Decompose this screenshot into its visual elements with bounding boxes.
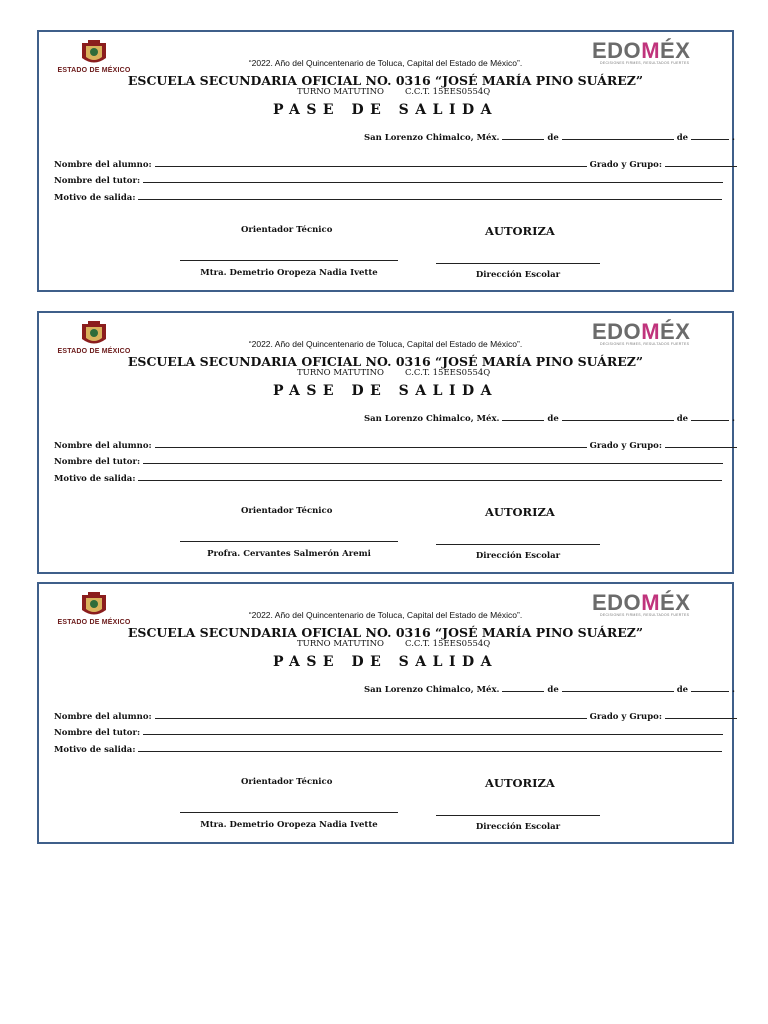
student-label: Nombre del alumno: — [54, 160, 152, 170]
grade-blank[interactable] — [665, 709, 737, 719]
reason-label: Motivo de salida: — [54, 745, 136, 755]
tutor-blank[interactable] — [143, 725, 723, 735]
pass-title: PASE DE SALIDA — [272, 102, 499, 118]
period: . — [732, 133, 735, 143]
orientador-label: Orientador Técnico — [241, 777, 333, 787]
school-name: ESCUELA SECUNDARIA OFICIAL NO. 0316 “JOSÉ MARÍA PINO SUÁREZ” — [127, 354, 644, 369]
reason-blank[interactable] — [138, 471, 722, 481]
place-label: San Lorenzo Chimalco, Méx. — [364, 414, 500, 424]
signer-name: Mtra. Demetrio Oropeza Nadia Ivette — [200, 268, 378, 278]
exit-pass-1 — [37, 30, 734, 292]
orientador-label: Orientador Técnico — [241, 225, 333, 235]
brand-word-b: M — [641, 38, 661, 63]
de-label: de — [676, 685, 689, 695]
tutor-row — [54, 454, 723, 467]
reason-row — [54, 471, 722, 484]
signature-line-direccion[interactable] — [436, 544, 600, 545]
student-row — [54, 709, 737, 722]
school-name: ESCUELA SECUNDARIA OFICIAL NO. 0316 “JOSÉ MARÍA PINO SUÁREZ” — [127, 73, 644, 88]
tutor-label: Nombre del tutor: — [54, 176, 141, 186]
signature-line-orientador[interactable] — [180, 260, 398, 261]
brand-word-c: ÉX — [660, 590, 691, 615]
de-label: de — [547, 133, 559, 143]
reason-row — [54, 742, 722, 755]
cct-code: C.C.T. 15EES0554Q — [405, 639, 491, 649]
period: . — [732, 414, 735, 424]
place-date-line — [364, 411, 735, 424]
cct-code: C.C.T. 15EES0554Q — [405, 368, 491, 378]
exit-pass-3 — [37, 582, 734, 844]
place-label: San Lorenzo Chimalco, Méx. — [364, 133, 500, 143]
brand-slogan: DECISIONES FIRMES, RESULTADOS FUERTES — [600, 61, 690, 65]
student-row — [54, 157, 737, 170]
direccion-label: Dirección Escolar — [475, 270, 561, 280]
autoriza-label: AUTORIZA — [485, 224, 555, 238]
autoriza-label: AUTORIZA — [485, 505, 555, 519]
state-name: ESTADO DE MÉXICO — [57, 67, 131, 74]
brand-slogan: DECISIONES FIRMES, RESULTADOS FUERTES — [600, 342, 690, 346]
year-blank[interactable] — [691, 411, 729, 421]
state-name: ESTADO DE MÉXICO — [57, 619, 131, 626]
tutor-row — [54, 173, 723, 186]
tutor-label: Nombre del tutor: — [54, 728, 141, 738]
student-label: Nombre del alumno: — [54, 441, 152, 451]
day-blank[interactable] — [502, 411, 544, 421]
reason-row — [54, 190, 722, 203]
de-label: de — [547, 685, 559, 695]
reason-blank[interactable] — [138, 190, 722, 200]
tutor-blank[interactable] — [143, 454, 723, 464]
cct-code: C.C.T. 15EES0554Q — [405, 87, 491, 97]
shift: TURNO MATUTINO — [297, 87, 384, 97]
brand-word-c: ÉX — [660, 38, 691, 63]
grade-blank[interactable] — [665, 157, 737, 167]
tutor-row — [54, 725, 723, 738]
signature-line-orientador[interactable] — [180, 812, 398, 813]
brand-word-b: M — [641, 319, 661, 344]
signer-name: Mtra. Demetrio Oropeza Nadia Ivette — [200, 820, 378, 830]
reason-blank[interactable] — [138, 742, 722, 752]
signature-line-direccion[interactable] — [436, 815, 600, 816]
reason-label: Motivo de salida: — [54, 193, 136, 203]
grade-label: Grado y Grupo: — [589, 160, 662, 170]
signature-line-direccion[interactable] — [436, 263, 600, 264]
brand-word-b: M — [641, 590, 661, 615]
student-blank[interactable] — [155, 438, 587, 448]
direccion-label: Dirección Escolar — [475, 551, 561, 561]
signer-name: Profra. Cervantes Salmerón Aremi — [207, 549, 371, 559]
student-blank[interactable] — [155, 709, 587, 719]
grade-blank[interactable] — [665, 438, 737, 448]
student-row — [54, 438, 737, 451]
tutor-blank[interactable] — [143, 173, 723, 183]
motto: “2022. Año del Quincentenario de Toluca, Capital del Estado de México”. — [248, 339, 523, 349]
brand-word-a: EDO — [592, 38, 642, 63]
exit-pass-2 — [37, 311, 734, 574]
year-blank[interactable] — [691, 130, 729, 140]
shift: TURNO MATUTINO — [297, 368, 384, 378]
place-label: San Lorenzo Chimalco, Méx. — [364, 685, 500, 695]
student-label: Nombre del alumno: — [54, 712, 152, 722]
motto: “2022. Año del Quincentenario de Toluca, Capital del Estado de México”. — [248, 610, 523, 620]
month-blank[interactable] — [562, 411, 674, 421]
grade-label: Grado y Grupo: — [589, 441, 662, 451]
school-name: ESCUELA SECUNDARIA OFICIAL NO. 0316 “JOSÉ MARÍA PINO SUÁREZ” — [127, 625, 644, 640]
place-date-line — [364, 682, 735, 695]
brand-slogan: DECISIONES FIRMES, RESULTADOS FUERTES — [600, 613, 690, 617]
direccion-label: Dirección Escolar — [475, 822, 561, 832]
shift: TURNO MATUTINO — [297, 639, 384, 649]
day-blank[interactable] — [502, 682, 544, 692]
period: . — [732, 685, 735, 695]
de-label: de — [676, 414, 689, 424]
autoriza-label: AUTORIZA — [485, 776, 555, 790]
month-blank[interactable] — [562, 130, 674, 140]
motto: “2022. Año del Quincentenario de Toluca, Capital del Estado de México”. — [248, 58, 523, 68]
tutor-label: Nombre del tutor: — [54, 457, 141, 467]
orientador-label: Orientador Técnico — [241, 506, 333, 516]
grade-label: Grado y Grupo: — [589, 712, 662, 722]
pass-title: PASE DE SALIDA — [272, 654, 499, 670]
de-label: de — [676, 133, 689, 143]
student-blank[interactable] — [155, 157, 587, 167]
brand-word-a: EDO — [592, 319, 642, 344]
reason-label: Motivo de salida: — [54, 474, 136, 484]
signature-line-orientador[interactable] — [180, 541, 398, 542]
brand-word-c: ÉX — [660, 319, 691, 344]
state-name: ESTADO DE MÉXICO — [57, 348, 131, 355]
brand-word-a: EDO — [592, 590, 642, 615]
month-blank[interactable] — [562, 682, 674, 692]
year-blank[interactable] — [691, 682, 729, 692]
day-blank[interactable] — [502, 130, 544, 140]
place-date-line — [364, 130, 735, 143]
pass-title: PASE DE SALIDA — [272, 383, 499, 399]
de-label: de — [547, 414, 559, 424]
